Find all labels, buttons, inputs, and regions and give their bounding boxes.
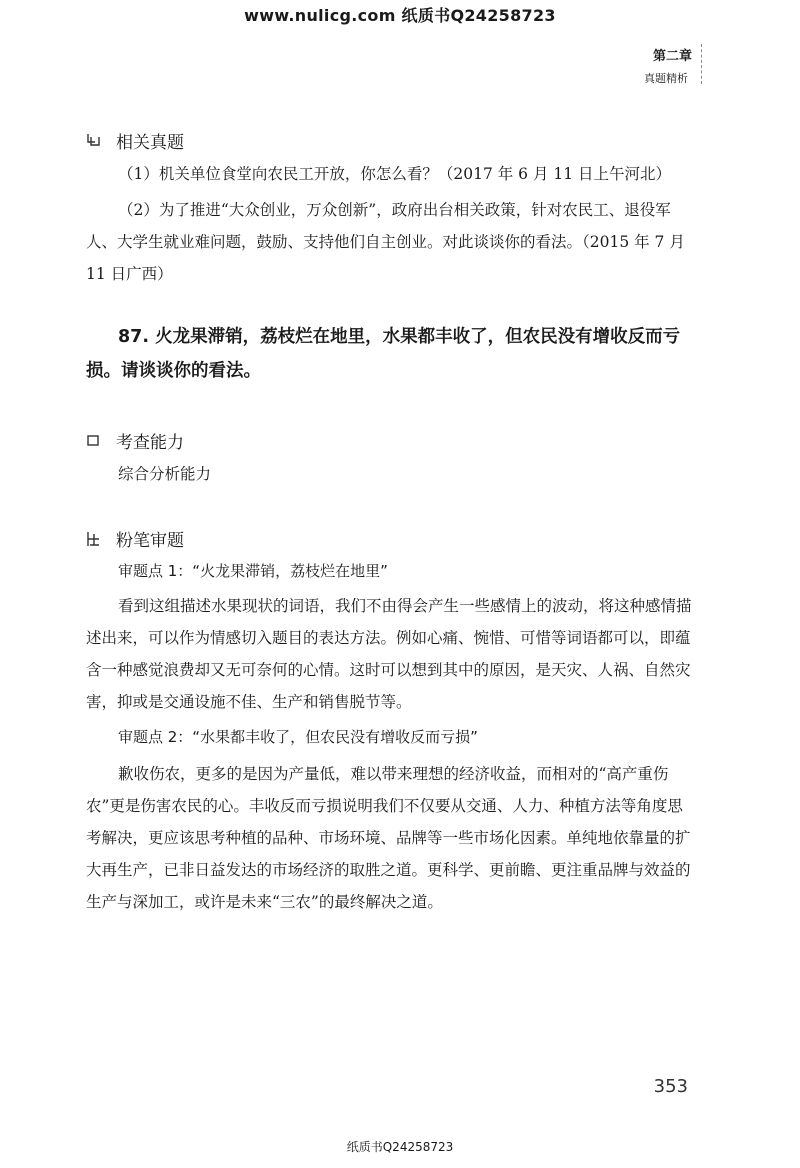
header-divider — [701, 44, 702, 84]
analysis-point-2-body: 歉收伤农，更多的是因为产量低，难以带来理想的经济收益，而相对的“高产重伤农”更是伤害农民的心。丰收反而亏损说明我们不仅要从交通、人力、种植方法等角度思考解决，更应该思考种植的品种、市场环境、品牌等一些市场化因素。单纯地依靠量的扩大再生产，已非日益发达的市场经济的取胜之道。更科学、更前瞻、更注重品牌与效益的生产与深加工，或许是未来“三农”的最终解决之道。 — [86, 765, 691, 911]
related-question-2: （2）为了推进“大众创业，万众创新”，政府出台相关政策，针对农民工、退役军人、大学生就业难问题，鼓励、支持他们自主创业。对此谈谈你的看法。（2015 年 7 月 11 日广西） — [86, 201, 685, 283]
related-heading-text: 相关真题 — [116, 133, 184, 153]
bottom-watermark: 纸质书Q24258723 — [346, 1140, 454, 1154]
analysis-point-2-title: 审题点 2：“水果都丰收了，但农民没有增收反而亏损” — [118, 728, 478, 746]
corner-bracket-icon — [86, 133, 102, 149]
ability-section-heading — [86, 428, 184, 453]
top-watermark: www.nulicg.com 纸质书Q24258723 — [244, 6, 556, 25]
ability-heading-text: 考查能力 — [116, 433, 184, 453]
analysis-point-1-body: 看到这组描述水果现状的词语，我们不由得会产生一些感情上的波动，将这种感情描述出来，可以作为情感切入题目的表达方法。例如心痛、惋惜、可惜等词语都可以，即蕴含一种感觉浪费却又无可奈何的心情。这时可以想到其中的原因，是天灾、人祸、自然灾害，抑或是交通设施不佳、生产和销售脱节等。 — [86, 597, 692, 711]
question-87: 87. 火龙果滞销，荔枝烂在地里，水果都丰收了，但农民没有增收反而亏损。请谈谈你的看法。 — [86, 327, 681, 381]
square-icon — [86, 433, 102, 449]
analysis-section-heading — [86, 526, 184, 551]
subsection-label: 真题精析 — [644, 72, 688, 85]
related-section-heading — [86, 128, 184, 153]
analysis-point-1-title: 审题点 1：“火龙果滞销，荔枝烂在地里” — [118, 562, 388, 580]
page-number: 353 — [653, 1076, 688, 1097]
analysis-heading-text: 粉笔审题 — [116, 531, 184, 551]
grid-icon — [86, 531, 102, 547]
ability-value: 综合分析能力 — [118, 465, 212, 483]
chapter-label: 第二章 — [652, 49, 692, 64]
related-question-1: （1）机关单位食堂向农民工开放，你怎么看？（2017 年 6 月 11 日上午河北） — [118, 165, 672, 183]
